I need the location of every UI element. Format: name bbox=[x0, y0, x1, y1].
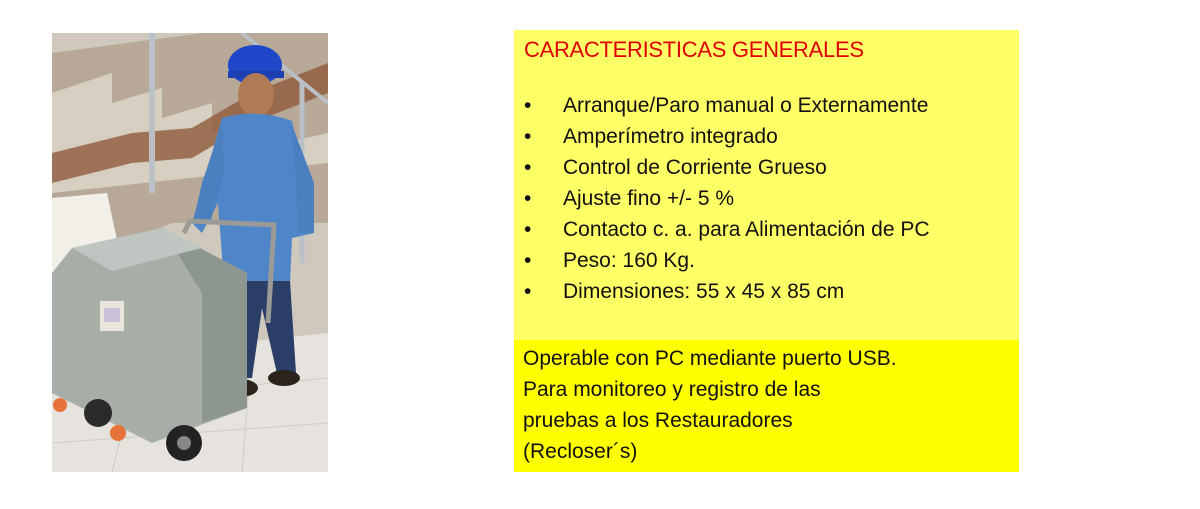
general-characteristics-panel bbox=[514, 30, 1019, 340]
bullet-icon: • bbox=[524, 218, 532, 241]
spec-item-text: Control de Corriente Grueso bbox=[563, 156, 827, 179]
spec-title: CARACTERISTICAS GENERALES bbox=[524, 37, 864, 62]
bullet-icon: • bbox=[524, 125, 532, 148]
spec-item-text: Contacto c. a. para Alimentación de PC bbox=[563, 218, 930, 241]
spec-item-text: Amperímetro integrado bbox=[563, 125, 778, 148]
bullet-icon: • bbox=[524, 280, 532, 303]
bullet-icon: • bbox=[524, 187, 532, 210]
spec-item-text: Dimensiones: 55 x 45 x 85 cm bbox=[563, 280, 845, 303]
spec-item-text: Arranque/Paro manual o Externamente bbox=[563, 94, 929, 117]
usb-note-panel bbox=[514, 340, 1019, 472]
worker-with-test-equipment-photo bbox=[52, 33, 328, 472]
spec-item-text: Ajuste fino +/- 5 % bbox=[563, 187, 735, 210]
usb-note-line: Operable con PC mediante puerto USB. bbox=[523, 347, 897, 370]
usb-note-line: (Recloser´s) bbox=[523, 440, 638, 463]
spec-item-text: Peso: 160 Kg. bbox=[563, 249, 695, 272]
bullet-icon: • bbox=[524, 94, 532, 117]
bullet-icon: • bbox=[524, 249, 532, 272]
usb-note-line: pruebas a los Restauradores bbox=[523, 409, 793, 432]
usb-note-line: Para monitoreo y registro de las bbox=[523, 378, 821, 401]
bullet-icon: • bbox=[524, 156, 532, 179]
